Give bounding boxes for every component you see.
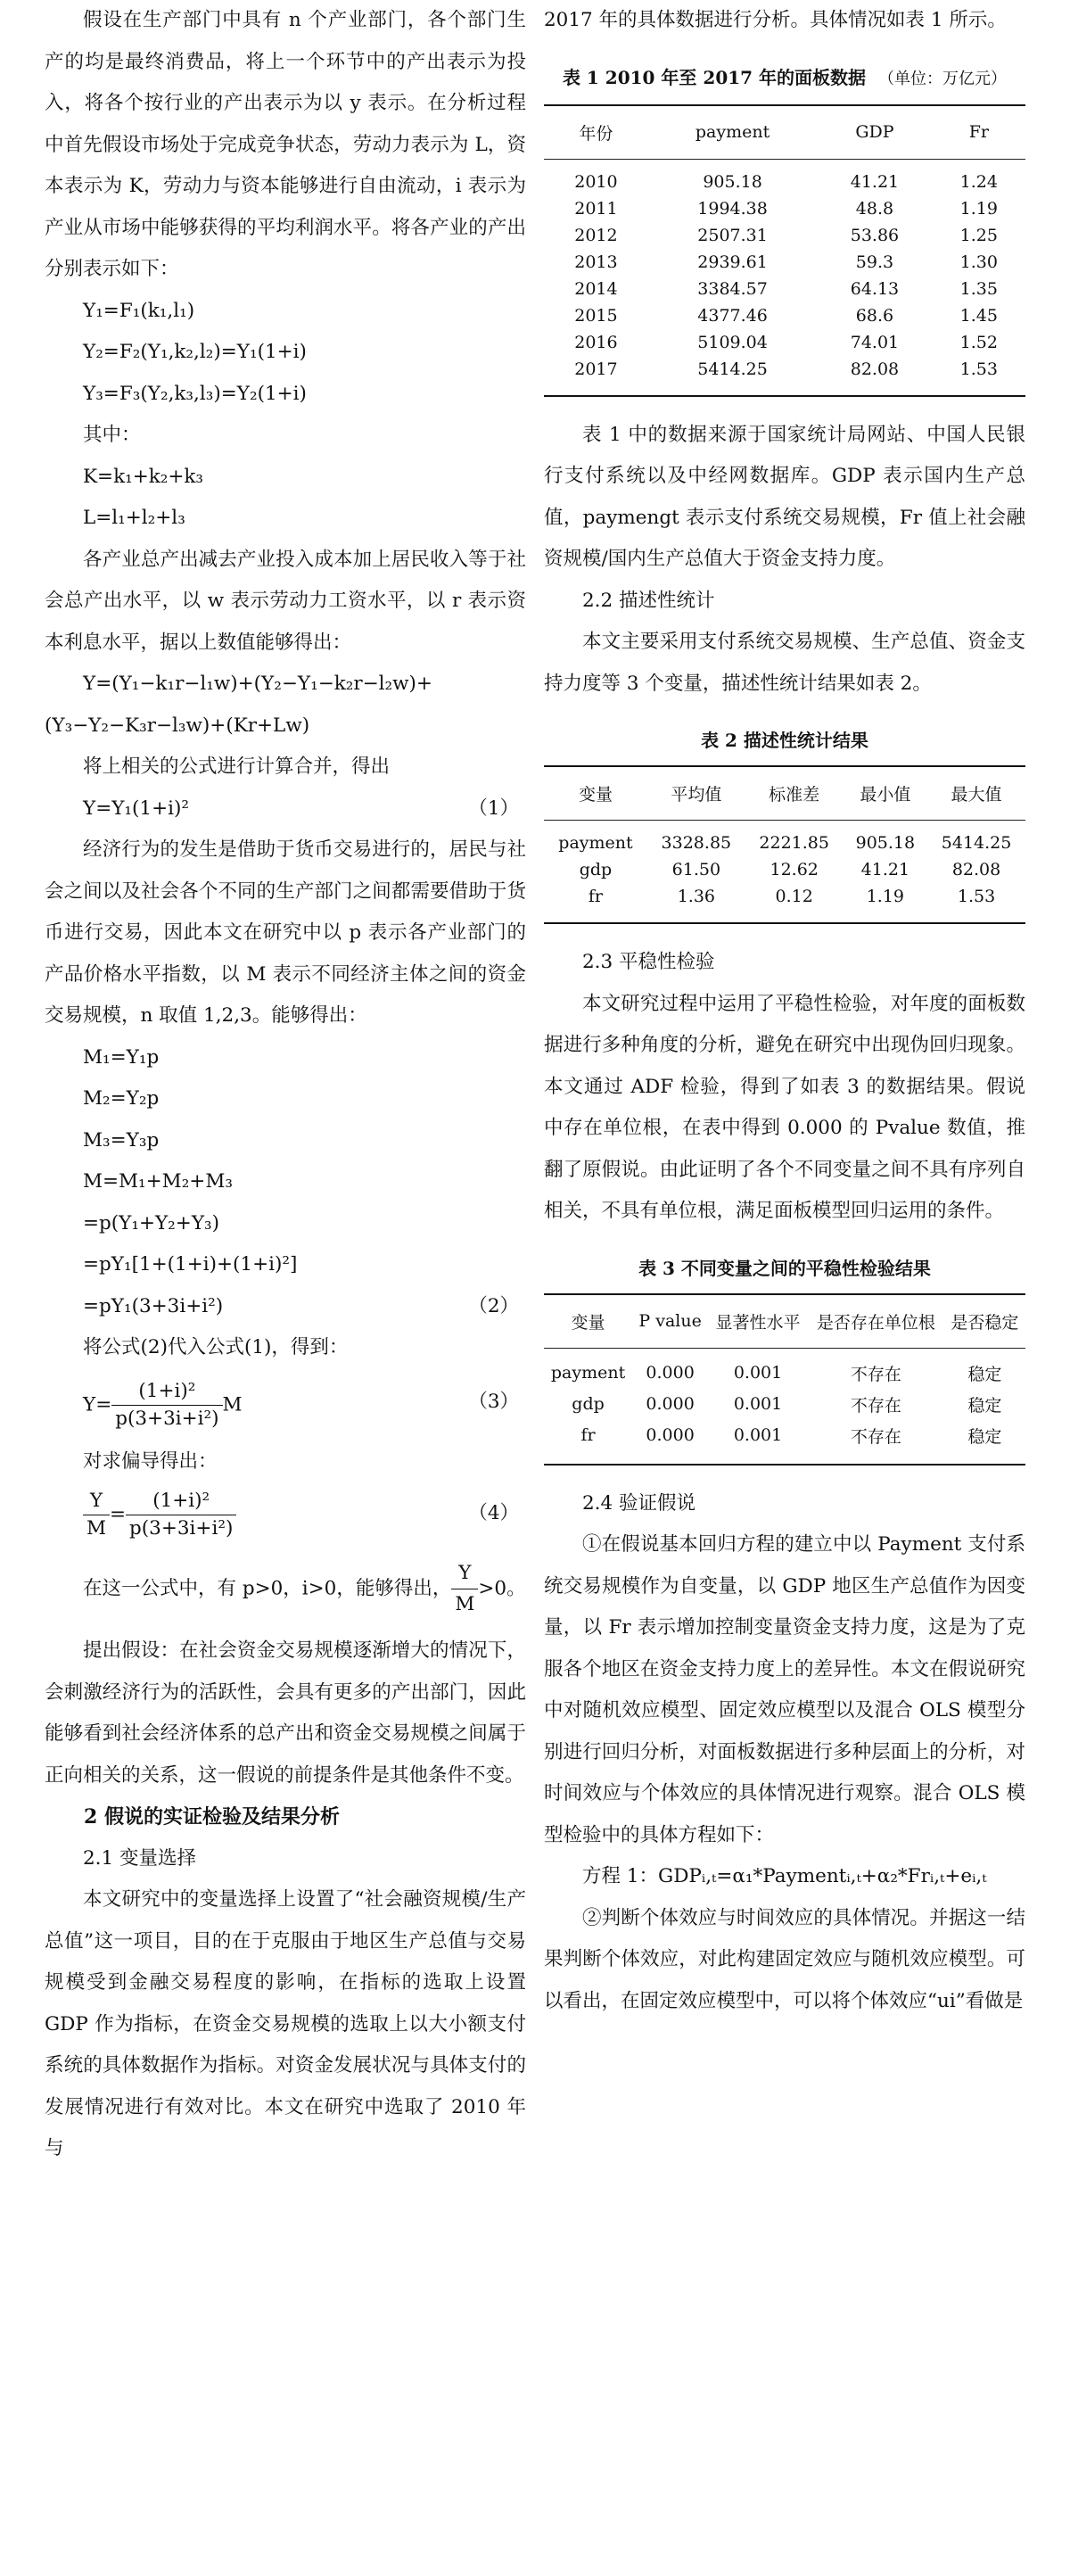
paragraph: 本文研究过程中运用了平稳性检验，对年度的面板数据进行多种角度的分析，避免在研究中出现伪回归现象。本文通过 ADF 检验，得到了如表 3 的数据结果。假说中存在单位根，在表中得到 0.000 的 Pvalue 数值，推翻了原假说。由此证明了各个不同变量之间不具有序列自相关，不具有单位根，满足面板模型回归运用的条件。: [544, 992, 1025, 1222]
table-cell: 2012: [574, 225, 618, 245]
table-cell: 0.001: [733, 1394, 783, 1414]
table-cell: 1.35: [959, 278, 998, 299]
fraction-numerator: Y: [83, 1488, 110, 1515]
fraction-denominator: p(3+3i+i²): [129, 1517, 234, 1540]
section-heading: 2 假说的实证检验及结果分析: [84, 1805, 340, 1829]
table-cell: 2939.61: [697, 252, 768, 272]
table-header-cell: Fr: [933, 105, 1025, 160]
table-row: [544, 883, 1025, 923]
table-cell: 905.18: [855, 833, 916, 853]
table-cell: 82.08: [951, 860, 1001, 879]
table-cell: payment: [550, 1363, 626, 1383]
paragraph: 假设在生产部门中具有 n 个产业部门，各个部门生产的均是最终消费品，将上一个环节中的产出表示为投入，将各个按行业的产出表示为以 y 表示。在分析过程中首先假设市场处于完成竞争状态，劳动力表示为 L，资本表示为 K，劳动力与资本能够进行自由流动，i 表示为产业从市场中能够获得的平均利润水平。将各产业的产出分别表示如下：: [45, 9, 526, 280]
table-header-cell: 是否存在单位根: [808, 1294, 944, 1349]
table-2: [544, 765, 1025, 924]
table-header-cell: 最小值: [844, 766, 928, 821]
paragraph: [45, 1551, 526, 1631]
table-header-row: [544, 766, 1025, 821]
table-cell: 1.52: [959, 332, 998, 352]
table-cell: 2017: [544, 356, 648, 396]
fraction: [126, 1488, 236, 1542]
table-cell: 2015: [574, 305, 618, 326]
table-cell: 2010: [574, 171, 618, 192]
table-cell: 41.21: [860, 860, 910, 879]
table-cell: 稳定: [967, 1364, 1002, 1384]
table-cell: 5109.04: [697, 332, 768, 352]
table-row: [544, 821, 1025, 857]
table-cell: 1.45: [959, 305, 998, 326]
paragraph: 本文研究中的变量选择上设置了“社会融资规模/生产总值”这一项目，目的在于克服由于地区生产总值与交易规模受到金融交易程度的影响，在指标的选取上设置 GDP 作为指标，在资金交易规模的选取上以大小额支付系统的具体数据作为指标。对资金发展状况与具体支付的发展情况进行有效对比。本文在研究中选取了 2010 年与: [45, 1888, 526, 2159]
table-header-cell: payment: [648, 105, 817, 160]
table-cell: 0.001: [733, 1363, 783, 1383]
equation-number: （2）: [468, 1294, 519, 1317]
paragraph: 提出假设：在社会资金交易规模逐渐增大的情况下，会刺激经济行为的活跃性，会具有更多的产出部门，因此能够看到社会经济体系的总产出和资金交易规模之间属于正向相关的关系，这一假说的前提条件是其他条件不变。: [45, 1639, 526, 1787]
table-cell: 1.25: [959, 225, 998, 245]
table-cell: 74.01: [850, 332, 900, 352]
table-cell: 2011: [574, 198, 618, 219]
table-cell: 3384.57: [697, 278, 768, 299]
text: 在这一公式中，有 p>0，i>0，能够得出，: [83, 1577, 452, 1600]
caption-unit: （单位：万亿元）: [878, 69, 1008, 88]
equation-number: （4）: [468, 1502, 519, 1524]
table-cell: 0.001: [708, 1420, 808, 1465]
fraction-numerator: (1+i)²: [126, 1488, 236, 1515]
table-cell: fr: [544, 883, 647, 923]
paragraph: 将公式(2)代入公式(1)，得到：: [83, 1336, 349, 1358]
table-cell: 1994.38: [697, 198, 768, 219]
paragraph: ①在假说基本回归方程的建立中以 Payment 支付系统交易规模作为自变量，以 GDP 地区生产总值作为因变量，以 Fr 表示增加控制变量资金支持力度，这是为了克服各个地区在资金支持力度上的差异性。本文在假说研究中对随机效应模型、固定效应模型以及混合 OLS 模型分别进行回归分析，对面板数据进行多种层面上的分析，对时间效应与个体效应的具体情况进行观察。混合 OLS 模型检验中的具体方程如下：: [544, 1533, 1025, 1846]
equation-rhs: M: [222, 1393, 243, 1416]
left-column: [45, 0, 526, 2170]
fraction-numerator: (1+i)²: [111, 1378, 222, 1406]
table-row: [544, 159, 1025, 195]
table-row: [544, 195, 1025, 222]
fraction: [111, 1378, 222, 1432]
table-row: [544, 856, 1025, 883]
paragraph: 表 1 中的数据来源于国家统计局网站、中国人民银行支付系统以及中经网数据库。GDP 表示国内生产总值，paymengt 表示支付系统交易规模，Fr 值上社会融资规模/国内生产总值大于资金支持力度。: [544, 423, 1025, 570]
table-header-cell: 年份: [544, 105, 648, 160]
equation-body: Y=Y₁(1+i)²: [83, 797, 189, 820]
fraction-denominator: p(3+3i+i²): [115, 1407, 219, 1430]
table-row: [544, 302, 1025, 329]
table-cell: 68.6: [855, 305, 894, 326]
subsection-heading: 2.4 验证假说: [582, 1491, 696, 1515]
paragraph: 经济行为的发生是借助于货币交易进行的，居民与社会之间以及社会各个不同的生产部门之间都需要借助于货币进行交易，因此本文在研究中以 p 表示各产业部门的产品价格水平指数，以 M 表示不同经济主体之间的资金交易规模，n 取值 1,2,3。能够得出：: [45, 838, 526, 1027]
table-row: [544, 356, 1025, 396]
fraction-numerator: Y: [451, 1558, 478, 1589]
table-cell: 1.36: [647, 883, 745, 923]
equation-4: $\frac{Y}{M}$ = $\frac{\text{(1+i)²}}{\text{p(3+3i+i²)}}$ （4）: [45, 1482, 526, 1551]
table-cell: 0.000: [646, 1363, 695, 1383]
table-cell: fr: [544, 1420, 632, 1465]
equation-2: [45, 1286, 526, 1328]
equation-3: [45, 1369, 526, 1441]
table-cell: 2014: [574, 278, 618, 299]
caption-text: 表 1 2010 年至 2017 年的面板数据: [562, 66, 867, 88]
table-cell: 稳定: [967, 1395, 1002, 1416]
table-header-cell: 变量: [544, 766, 647, 821]
table-cell: 1.19: [959, 198, 998, 219]
table-row: [544, 222, 1025, 249]
equation: 方程 1：GDPᵢ,ₜ=α₁*Paymentᵢ,ₜ+α₂*Frᵢ,ₜ+eᵢ,ₜ: [582, 1865, 987, 1887]
table-cell: 2507.31: [697, 225, 768, 245]
right-column: [544, 0, 1025, 2022]
equation-1: [45, 788, 526, 830]
table-cell: 53.86: [850, 225, 900, 245]
table-3-caption: 表 3 不同变量之间的平稳性检验结果: [638, 1257, 931, 1279]
table-row: [544, 1348, 1025, 1389]
table-cell: 2013: [574, 252, 618, 272]
equation-body: =pY₁(3+3i+i²): [83, 1294, 224, 1317]
table-row: [544, 276, 1025, 302]
table-cell: 61.50: [671, 860, 721, 879]
table-cell: 5414.25: [648, 356, 817, 396]
table-cell: gdp: [572, 1394, 605, 1414]
table-cell: 稳定: [944, 1420, 1025, 1465]
table-cell: 4377.46: [697, 305, 768, 326]
table-cell: 41.21: [850, 171, 900, 192]
equation: M₁=Y₁p: [83, 1045, 160, 1069]
where-label: 其中：: [83, 424, 141, 446]
table-cell: 1.53: [933, 356, 1025, 396]
table-cell: 0.000: [646, 1394, 695, 1414]
table-cell: 59.3: [855, 252, 894, 272]
equation-long: Y=(Y₁−k₁r−l₁w)+(Y₂−Y₁−k₂r−l₂w)+(Y₃−Y₂−K₃r−l₃w)+(Kr+Lw): [45, 673, 432, 737]
table-header-cell: 最大值: [927, 766, 1025, 821]
fraction-denominator: M: [455, 1593, 475, 1615]
table-cell: payment: [558, 833, 633, 853]
subsection-heading: 2.2 描述性统计: [582, 589, 715, 612]
paragraph: 各产业总产出减去产业投入成本加上居民收入等于社会总产出水平，以 w 表示劳动力工资水平，以 r 表示资本利息水平，据以上数值能够得出：: [45, 548, 526, 654]
table-2-caption: 表 2 描述性统计结果: [701, 730, 868, 751]
table-cell: 1.19: [844, 883, 928, 923]
equation: K=k₁+k₂+k₃: [83, 465, 204, 488]
table-header-cell: GDP: [817, 105, 932, 160]
table-cell: 64.13: [850, 278, 900, 299]
paragraph: 2017 年的具体数据进行分析。具体情况如表 1 所示。: [544, 9, 1007, 31]
text: >0。: [478, 1577, 526, 1600]
table-header-cell: 变量: [544, 1294, 632, 1349]
table-cell: 1.30: [959, 252, 998, 272]
table-1-caption: [544, 60, 1025, 97]
table-header-row: [544, 1294, 1025, 1349]
table-1: [544, 104, 1025, 397]
table-header-cell: 标准差: [745, 766, 844, 821]
table-cell: 48.8: [855, 198, 894, 219]
table-cell: 82.08: [817, 356, 932, 396]
table-cell: 1.24: [959, 171, 998, 192]
table-cell: 5414.25: [941, 833, 1012, 853]
equation: Y₁=F₁(k₁,l₁): [83, 299, 195, 322]
subsection-heading: 2.3 平稳性检验: [582, 951, 715, 973]
equation-number: （3）: [468, 1390, 519, 1413]
table-cell: 12.62: [770, 860, 819, 879]
table-cell: 2221.85: [759, 833, 829, 853]
equation-lhs: Y=: [83, 1393, 112, 1416]
paragraph: 本文主要采用支付系统交易规模、生产总值、资金支持力度等 3 个变量，描述性统计结果如表 2。: [544, 631, 1025, 695]
table-header-cell: P value: [632, 1294, 708, 1349]
equation: L=l₁+l₂+l₃: [83, 507, 185, 529]
paragraph: ②判断个体效应与时间效应的具体情况。并据这一结果判断个体效应，对此构建固定效应与随机效应模型。可以看出，在固定效应模型中，可以将个体效应“ui”看做是: [544, 1906, 1025, 2012]
table-cell: 不存在: [850, 1395, 901, 1416]
paragraph: 对求偏导得出：: [83, 1449, 218, 1473]
table-row: [544, 1420, 1025, 1465]
table-header-cell: 显著性水平: [708, 1294, 808, 1349]
table-cell: 1.53: [927, 883, 1025, 923]
table-row: [544, 249, 1025, 276]
fraction: [83, 1488, 110, 1542]
table-header-cell: 是否稳定: [944, 1294, 1025, 1349]
table-row: [544, 1389, 1025, 1420]
fraction-denominator: M: [86, 1517, 107, 1540]
table-row: [544, 329, 1025, 356]
equation: =pY₁[1+(1+i)+(1+i)²]: [83, 1253, 298, 1276]
table-cell: 不存在: [850, 1364, 901, 1384]
table-cell: 2016: [574, 332, 618, 352]
equation-number: （1）: [468, 797, 519, 820]
equation: M=M₁+M₂+M₃: [83, 1170, 233, 1193]
equation: =p(Y₁+Y₂+Y₃): [83, 1211, 220, 1234]
table-cell: 0.000: [632, 1420, 708, 1465]
table-cell: 3328.85: [661, 833, 732, 853]
fraction: [451, 1558, 478, 1620]
table-cell: 905.18: [703, 171, 762, 192]
subsection-heading: 2.1 变量选择: [83, 1846, 197, 1870]
table-cell: 0.12: [745, 883, 844, 923]
table-header-row: [544, 105, 1025, 160]
equation: Y₂=F₂(Y₁,k₂,l₂)=Y₁(1+i): [83, 341, 307, 363]
table-cell: gdp: [579, 860, 613, 879]
table-header-cell: 平均值: [647, 766, 745, 821]
equation: M₂=Y₂p: [83, 1087, 160, 1110]
equation: M₃=Y₃p: [83, 1128, 160, 1152]
table-3: [544, 1293, 1025, 1466]
equation: Y₃=F₃(Y₂,k₃,l₃)=Y₂(1+i): [83, 382, 307, 405]
paragraph: 将上相关的公式进行计算合并，得出: [83, 755, 391, 778]
table-cell: 不存在: [808, 1420, 944, 1465]
